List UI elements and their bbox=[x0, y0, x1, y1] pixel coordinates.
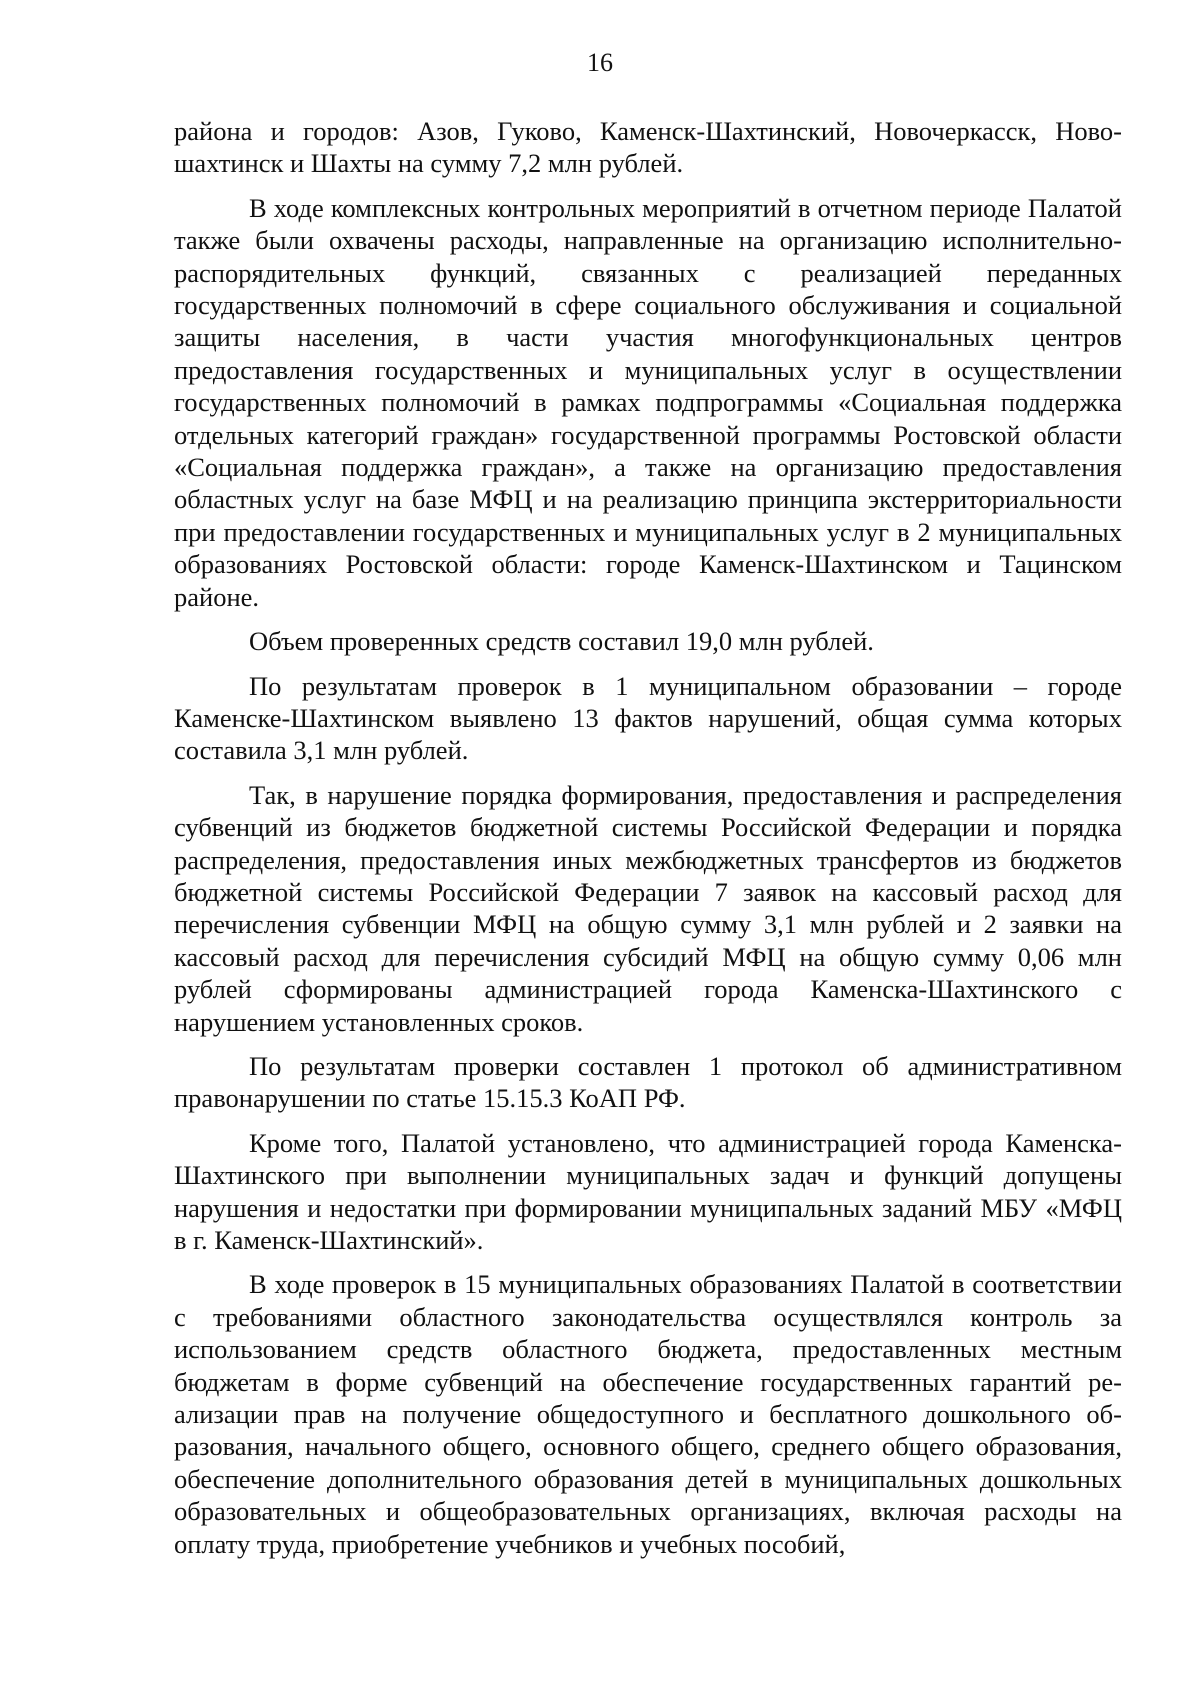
paragraph-continuation: района и городов: Азов, Гуково, Каменск-Шахтинский, Новочеркасск, Новошахтинск и Шахты на сумму 7,2 млн рублей. bbox=[174, 116, 1122, 179]
paragraph-education-subventions: В ходе проверок в 15 муниципальных образованиях Палатой в соответствии с требованиями областного законодательства осуществлялся контроль за использованием средств областного бюджета, предоставленных местным бюджетам в форме субвенций на обеспечение государственных гарантий реализации прав на получение общедоступного и бесплатного дошкольного образования, начального общего, основного общего, среднего общего образования, обеспечение дополнительного образования детей в муниципальных дошкольных образовательных и общеобразовательных организациях, включая расходы на оплату труда, приобретение учебников и учебных пособий, bbox=[174, 1269, 1122, 1559]
document-body bbox=[174, 115, 1122, 1560]
paragraph-violations-found: По результатам проверок в 1 муниципальном образовании – городе Каменске-Шахтинском выявлено 13 фактов нарушений, общая сумма которых составила 3,1 млн рублей. bbox=[174, 670, 1122, 766]
page-number: 16 bbox=[587, 48, 613, 77]
paragraph-municipal-assignments: Кроме того, Палатой установлено, что администрацией города Каменска-Шахтинского при выполнении муниципальных задач и функций допущены нарушения и недостатки при формировании муниципальных заданий МБУ «МФЦ в г. Каменск-Шахтинский». bbox=[174, 1127, 1122, 1255]
paragraph-mfc-control-measures: В ходе комплексных контрольных мероприятий в отчетном периоде Палатой также были охвачены расходы, направленные на организацию исполнительно-распорядительных функций, связанных с реализацией переданных государственных полномочий в сфере социального обслуживания и социальной защиты населения, в части участия многофункциональных центров предоставления государственных и муниципальных услуг в осуществлении государственных полномочий в рамках подпрограммы «Социальная поддержка отдельных категорий граждан» государственной программы Ростовской области «Социальная поддержка граждан», а также на организацию предоставления областных услуг на базе МФЦ и на реализацию принципа экстерриториальности при предоставлении государственных и муниципальных услуг в 2 муниципальных образованиях Ростовской области: городе Каменск-Шахтинском и Тацинском районе. bbox=[174, 192, 1122, 612]
paragraph-checked-funds: Объем проверенных средств составил 19,0 млн рублей. bbox=[249, 626, 874, 657]
paragraph-subvention-violations: Так, в нарушение порядка формирования, предоставления и распределения субвенций из бюджетов бюджетной системы Российской Федерации и порядка распределения, предоставления иных межбюджетных трансфертов из бюджетов бюджетной системы Российской Федерации 7 заявок на кассовый расход для перечисления субвенции МФЦ на общую сумму 3,1 млн рублей и 2 заявки на кассовый расход для перечисления субсидий МФЦ на общую сумму 0,06 млн рублей сформированы администрацией города Каменска-Шахтинского с нарушением установленных сроков. bbox=[174, 779, 1122, 1037]
paragraph-protocol: По результатам проверки составлен 1 протокол об административном правонарушении по статье 15.15.3 КоАП РФ. bbox=[174, 1050, 1122, 1114]
